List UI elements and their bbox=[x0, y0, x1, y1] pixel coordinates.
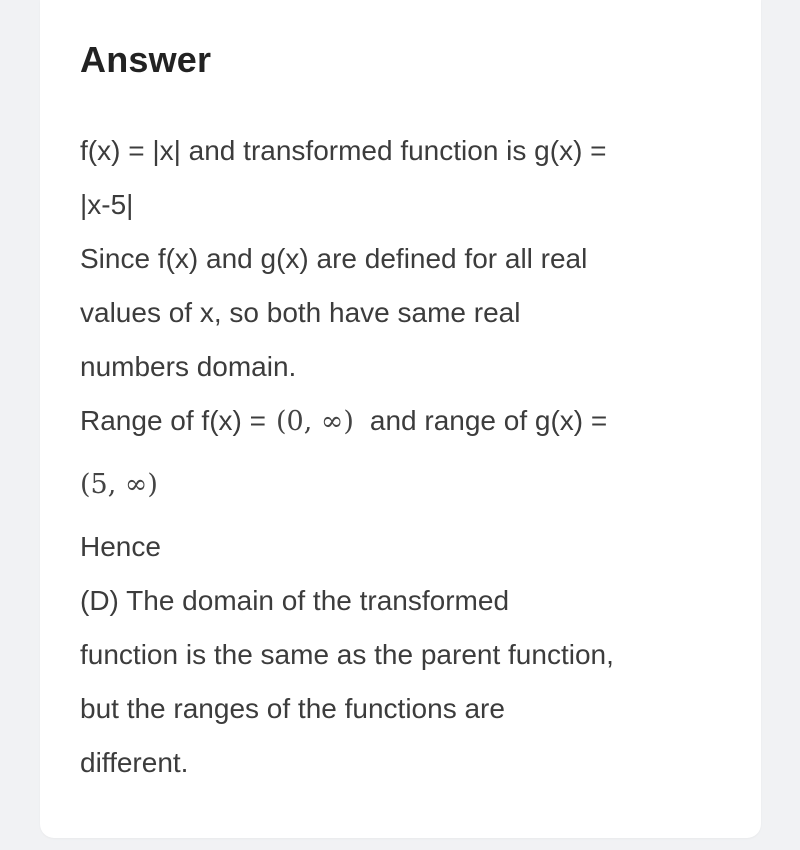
answer-line-11: but the ranges of the functions are bbox=[80, 693, 505, 724]
answer-line-5: numbers domain. bbox=[80, 351, 297, 382]
answer-line-4: values of x, so both have same real bbox=[80, 297, 521, 328]
answer-line-7 bbox=[80, 449, 740, 520]
answer-line-3: Since f(x) and g(x) are defined for all real bbox=[80, 243, 588, 274]
range-f-math: (0, ∞) bbox=[275, 406, 354, 437]
range-g-math: (5, ∞) bbox=[80, 469, 158, 500]
answer-line-6 bbox=[80, 394, 740, 449]
answer-title: Answer bbox=[80, 39, 212, 80]
answer-line-8: Hence bbox=[80, 531, 161, 562]
range-g-label: and range of g(x) = bbox=[369, 405, 608, 436]
answer-line-9: (D) The domain of the transformed bbox=[80, 585, 510, 616]
answer-line-1: f(x) = |x| and transformed function is g(x) = bbox=[80, 135, 607, 166]
answer-line-10: function is the same as the parent function, bbox=[80, 639, 614, 670]
answer-line-2: |x-5| bbox=[80, 189, 134, 220]
answer-card bbox=[40, 0, 761, 838]
answer-line-12: different. bbox=[80, 747, 189, 778]
answer-content bbox=[80, 36, 740, 790]
range-f-label: Range of f(x) = bbox=[80, 405, 266, 436]
